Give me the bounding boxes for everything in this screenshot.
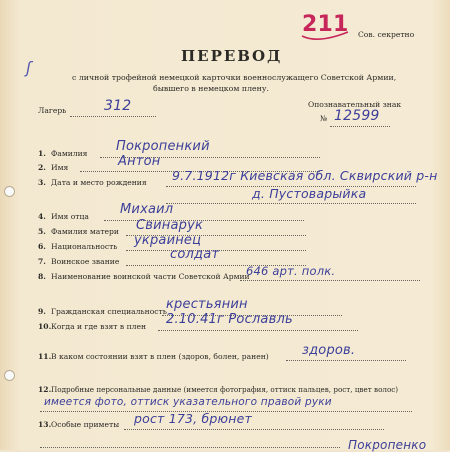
field-4-value: Михаил xyxy=(120,202,174,217)
field-6-number: 6. xyxy=(38,242,46,251)
field-2-value: Антон xyxy=(118,154,161,169)
field-12-number: 12. xyxy=(38,385,52,394)
margin-mark: ʃ xyxy=(26,58,32,77)
field-3-value-line2: д. Пустоварыйка xyxy=(252,186,367,201)
field-1-number: 1. xyxy=(38,149,46,158)
field-6-label: Национальность xyxy=(51,242,118,251)
punch-hole-top xyxy=(4,186,15,197)
field-1-value: Покропенкий xyxy=(116,139,210,154)
field-13-underline xyxy=(124,429,384,430)
field-12-label: Подробные персональные данные (имеется фотография, оттиск пальцев, рост, цвет волос) xyxy=(51,385,399,394)
field-4-underline xyxy=(104,220,304,221)
field-8-underline xyxy=(240,280,420,281)
field-6-value: украинец xyxy=(134,233,202,248)
camp-value: 312 xyxy=(104,98,132,114)
field-3-underline-2 xyxy=(166,203,416,204)
field-8-label: Наименование воинской части Советской Армии xyxy=(51,272,250,281)
field-2-number: 2. xyxy=(38,163,46,172)
field-13-label: Особые приметы xyxy=(51,420,120,429)
camp-label: Лагерь xyxy=(38,106,67,115)
field-10-underline xyxy=(158,330,358,331)
field-13-number: 13. xyxy=(38,420,52,429)
field-10-number: 10. xyxy=(38,322,52,331)
field-10-label: Когда и где взят в плен xyxy=(51,322,147,331)
field-7-label: Воинское звание xyxy=(51,257,120,266)
tag-label: Опознавательный знак xyxy=(308,100,402,109)
tag-prefix: № xyxy=(320,114,328,123)
handwritten-number: 211 xyxy=(302,12,349,37)
field-12-value: имеется фото, оттиск указательного правой руки xyxy=(44,396,332,408)
field-4-label: Имя отца xyxy=(51,212,89,221)
field-4-number: 4. xyxy=(38,212,46,221)
field-2-label: Имя xyxy=(51,163,69,172)
field-8-value: 646 арт. полк. xyxy=(246,264,336,278)
field-3-value: 9.7.1912г Киевская обл. Сквирский р-н xyxy=(172,168,438,183)
field-1-label: Фамилия xyxy=(51,149,88,158)
field-11-number: 11. xyxy=(38,352,52,361)
field-7-value: солдат xyxy=(170,247,220,262)
bottom-handwriting: Покропенко xyxy=(348,438,427,452)
field-9-label: Гражданская специальность xyxy=(51,307,167,316)
number-circle-mark xyxy=(298,10,354,42)
tag-value: 12599 xyxy=(334,108,380,124)
punch-hole-bottom xyxy=(4,370,15,381)
field-11-underline xyxy=(286,360,406,361)
field-5-value: Свинарук xyxy=(136,218,204,233)
camp-underline xyxy=(70,116,156,117)
field-11-value: здоров. xyxy=(302,343,356,358)
field-3-label: Дата и место рождения xyxy=(51,178,147,187)
bottom-underline xyxy=(40,447,340,448)
field-10-value: 2.10.41г Рославль xyxy=(166,312,293,327)
secret-mark: Сов. секретно xyxy=(358,30,415,39)
field-5-label: Фамилия матери xyxy=(51,227,119,236)
field-3-number: 3. xyxy=(38,178,46,187)
field-11-label: В каком состоянии взят в плен (здоров, болен, ранен) xyxy=(51,352,269,361)
field-9-number: 9. xyxy=(38,307,46,316)
field-9-value: крестьянин xyxy=(166,297,248,312)
field-13-value: рост 173, брюнет xyxy=(134,411,253,426)
subtitle-line-2: бывшего в немецком плену. xyxy=(153,84,269,93)
field-7-number: 7. xyxy=(38,257,46,266)
field-8-number: 8. xyxy=(38,272,46,281)
page-title: ПЕРЕВОД xyxy=(181,47,283,65)
subtitle-line-1: с личной трофейной немецкой карточки военнослужащего Советской Армии, xyxy=(72,73,397,82)
tag-underline xyxy=(330,126,390,127)
field-5-number: 5. xyxy=(38,227,46,236)
